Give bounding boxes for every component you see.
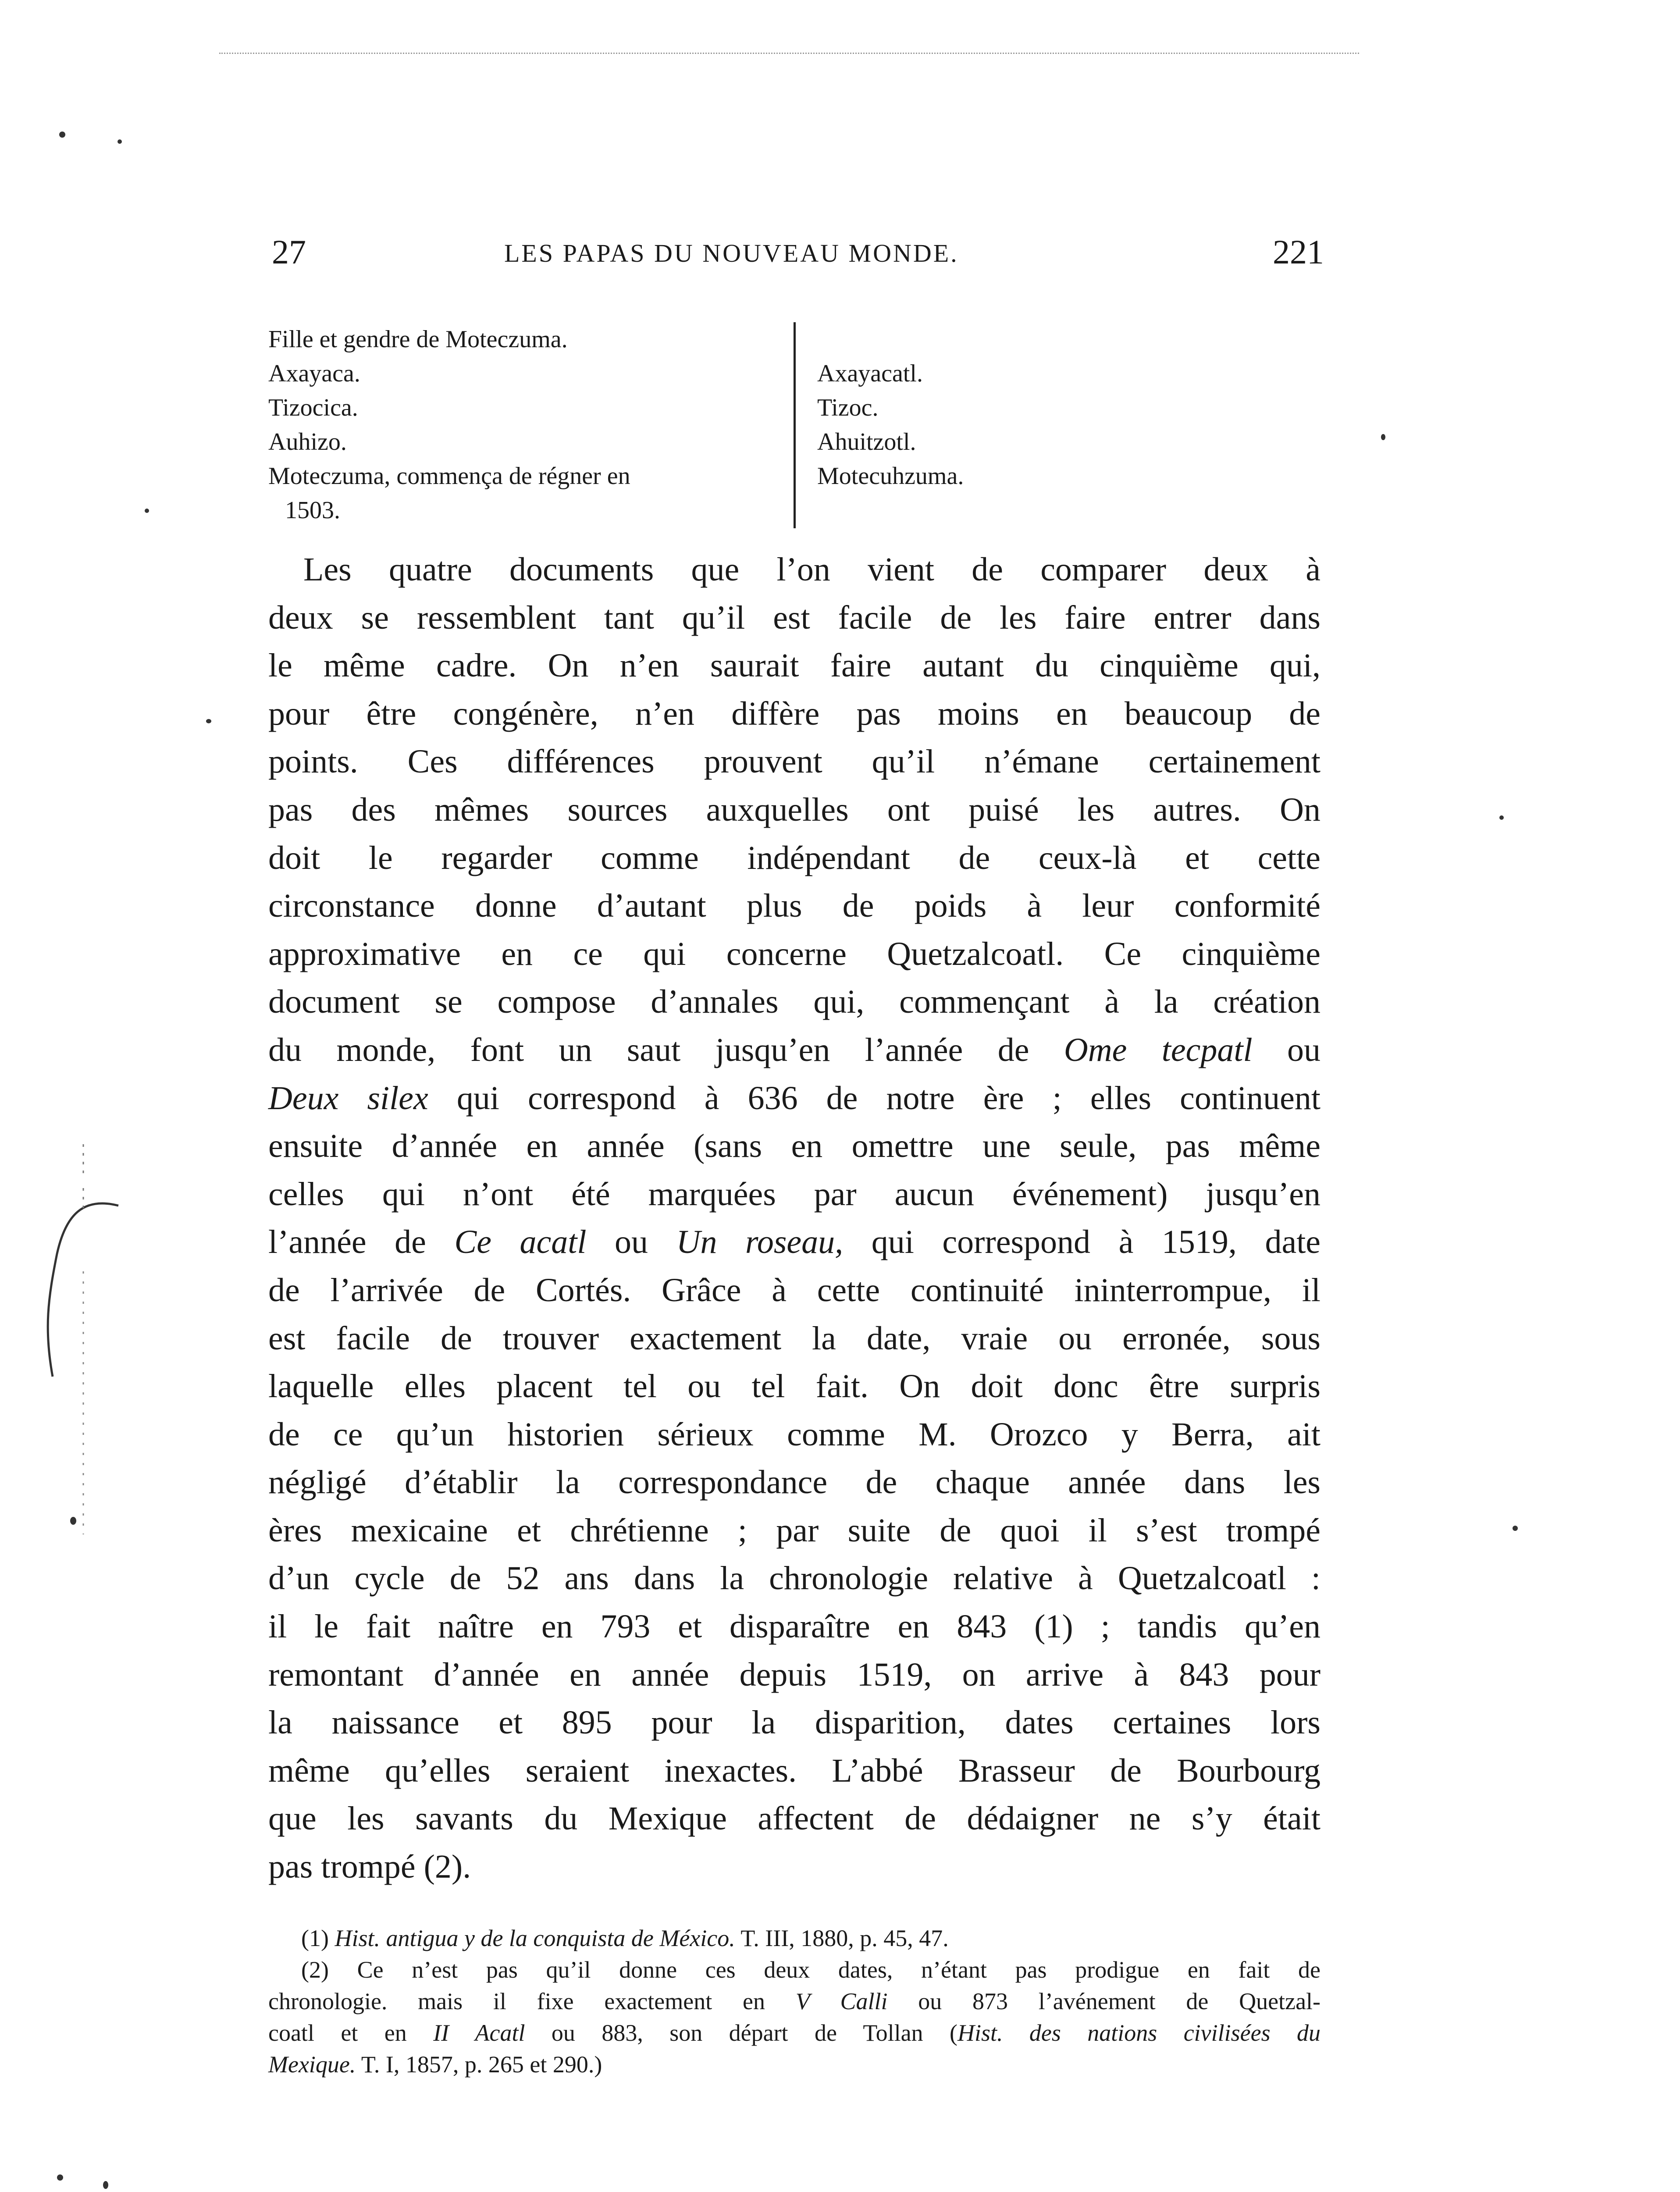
- text-segment: T. I, 1857, p. 265 et 290.): [361, 2051, 602, 2078]
- footnote-2-line: [268, 2049, 1321, 2080]
- italic-citation: Mexique.: [268, 2051, 356, 2078]
- text-line: pour être congénère, n’en diffère pas moins en beaucoup de: [268, 695, 1321, 732]
- text-line: pas des mêmes sources auxquelles ont puisé les autres. On: [268, 791, 1321, 828]
- scan-speck: [70, 1517, 76, 1525]
- footnote-2-line: (2) Ce n’est pas qu’il donne ces deux dates, n’étant pas prodigue en fait de: [301, 1957, 1321, 1983]
- text-line: laquelle elles placent tel ou tel fait. On doit donc être surpris: [268, 1368, 1321, 1405]
- scan-speck: [1381, 434, 1385, 440]
- text-segment: qui correspond à 636 de notre ère ; elles continuent: [456, 1079, 1321, 1117]
- text-segment: T. III, 1880, p. 45, 47.: [740, 1925, 949, 1951]
- text-line: deux se ressemblent tant qu’il est facile de les faire entrer dans: [268, 599, 1321, 636]
- margin-pencil-mark: [18, 1140, 132, 1534]
- text-segment: chronologie. mais il fixe exactement en: [268, 1988, 765, 2014]
- text-line: il le fait naître en 793 et disparaître en 843 (1) ; tandis qu’en: [268, 1608, 1321, 1645]
- italic-term: Ome tecpatl: [1064, 1031, 1253, 1068]
- text-line: de ce qu’un historien sérieux comme M. Orozco y Berra, ait: [268, 1416, 1321, 1453]
- text-line: pas trompé (2).: [268, 1848, 471, 1886]
- italic-term: Deux silex: [268, 1079, 428, 1117]
- list-item: Tizocica.: [268, 394, 358, 421]
- footnote-2-line: [268, 2017, 1321, 2049]
- scan-speck: [59, 132, 65, 138]
- scan-speck: [57, 2174, 63, 2181]
- footnote-1: [268, 1922, 1321, 1954]
- text-segment: ou 883, son départ de Tollan (: [551, 2020, 957, 2046]
- list-item: Motecuhzuma.: [817, 463, 964, 490]
- list-item: Moteczuma, commença de régner en: [268, 463, 630, 490]
- text-line: document se compose d’annales qui, commençant à la création: [268, 983, 1321, 1021]
- scan-speck: [206, 719, 211, 723]
- running-header: [272, 232, 1324, 285]
- text-line: que les savants du Mexique affectent de dédaigner ne s’y était: [268, 1800, 1321, 1837]
- text-segment: ou: [1287, 1031, 1321, 1068]
- text-line: [268, 1075, 1321, 1123]
- italic-term: Un roseau,: [676, 1224, 844, 1261]
- text-line: Les quatre documents que l’on vient de comparer deux à: [303, 551, 1321, 588]
- list-item: Tizoc.: [817, 394, 879, 421]
- list-column-right: [817, 356, 1343, 493]
- text-line: doit le regarder comme indépendant de ceux-là et cette: [268, 839, 1321, 876]
- column-divider: [794, 322, 796, 528]
- running-title: LES PAPAS DU NOUVEAU MONDE.: [504, 239, 959, 267]
- italic-term: Ce acatl: [454, 1224, 587, 1261]
- footnote-marker: (1): [301, 1925, 329, 1951]
- name-comparison-list: [268, 322, 1364, 528]
- text-line: de l’arrivée de Cortés. Grâce à cette continuité ininterrompue, il: [268, 1271, 1321, 1309]
- list-item: Axayacatl.: [817, 360, 923, 387]
- italic-term: II Acatl: [433, 2020, 525, 2046]
- list-item: Auhizo.: [268, 428, 347, 455]
- italic-term: V Calli: [795, 1988, 888, 2014]
- list-item: Axayaca.: [268, 360, 360, 387]
- footnotes: [268, 1922, 1321, 2080]
- text-line: approximative en ce qui concerne Quetzalcoatl. Ce cinquième: [268, 935, 1321, 972]
- list-item: Ahuitzotl.: [817, 428, 916, 455]
- text-line: circonstance donne d’autant plus de poids à leur conformité: [268, 887, 1321, 925]
- text-line: [268, 1218, 1321, 1267]
- text-segment: qui correspond à 1519, date: [871, 1224, 1321, 1261]
- text-line: celles qui n’ont été marquées par aucun événement) jusqu’en: [268, 1175, 1321, 1213]
- italic-citation: Hist. antigua y de la conquista de México.: [335, 1925, 735, 1951]
- scan-speck: [1513, 1526, 1518, 1531]
- text-line: négligé d’établir la correspondance de chaque année dans les: [268, 1464, 1321, 1501]
- text-line: même qu’elles seraient inexactes. L’abbé Brasseur de Bourbourg: [268, 1752, 1321, 1789]
- footnote-2-line: [268, 1986, 1321, 2017]
- list-item: 1503.: [285, 497, 340, 524]
- scan-speck: [103, 2181, 108, 2189]
- scan-speck: [145, 509, 149, 513]
- text-line: remontant d’année en année depuis 1519, on arrive à 843 pour: [268, 1656, 1321, 1693]
- text-segment: du monde, font un saut jusqu’en l’année de: [268, 1031, 1029, 1068]
- text-segment: ou 873 l’avénement de Quetzal-: [918, 1988, 1321, 2014]
- text-line: points. Ces différences prouvent qu’il n’émane certainement: [268, 743, 1321, 780]
- text-line: [268, 1026, 1321, 1075]
- page-number: 221: [1273, 233, 1324, 271]
- signature-mark: 27: [272, 233, 306, 271]
- list-item: Fille et gendre de Moteczuma.: [268, 326, 568, 353]
- text-line: la naissance et 895 pour la disparition, dates certaines lors: [268, 1704, 1321, 1741]
- scan-speck: [1499, 815, 1504, 820]
- body-paragraph: [268, 546, 1321, 1891]
- text-line: est facile de trouver exactement la date, vraie ou erronée, sous: [268, 1320, 1321, 1357]
- list-column-left: [268, 322, 790, 527]
- text-segment: l’année de: [268, 1224, 426, 1261]
- text-line: le même cadre. On n’en saurait faire autant du cinquième qui,: [268, 647, 1321, 684]
- text-line: d’un cycle de 52 ans dans la chronologie relative à Quetzalcoatl :: [268, 1560, 1321, 1597]
- text-segment: ou: [615, 1224, 648, 1261]
- scan-speck: [117, 139, 122, 144]
- text-line: ères mexicaine et chrétienne ; par suite de quoi il s’est trompé: [268, 1512, 1321, 1549]
- text-line: ensuite d’année en année (sans en omettre une seule, pas même: [268, 1128, 1321, 1165]
- text-segment: coatl et en: [268, 2020, 407, 2046]
- italic-citation: Hist. des nations civilisées du: [957, 2020, 1321, 2046]
- top-edge-dashes: [219, 53, 1359, 55]
